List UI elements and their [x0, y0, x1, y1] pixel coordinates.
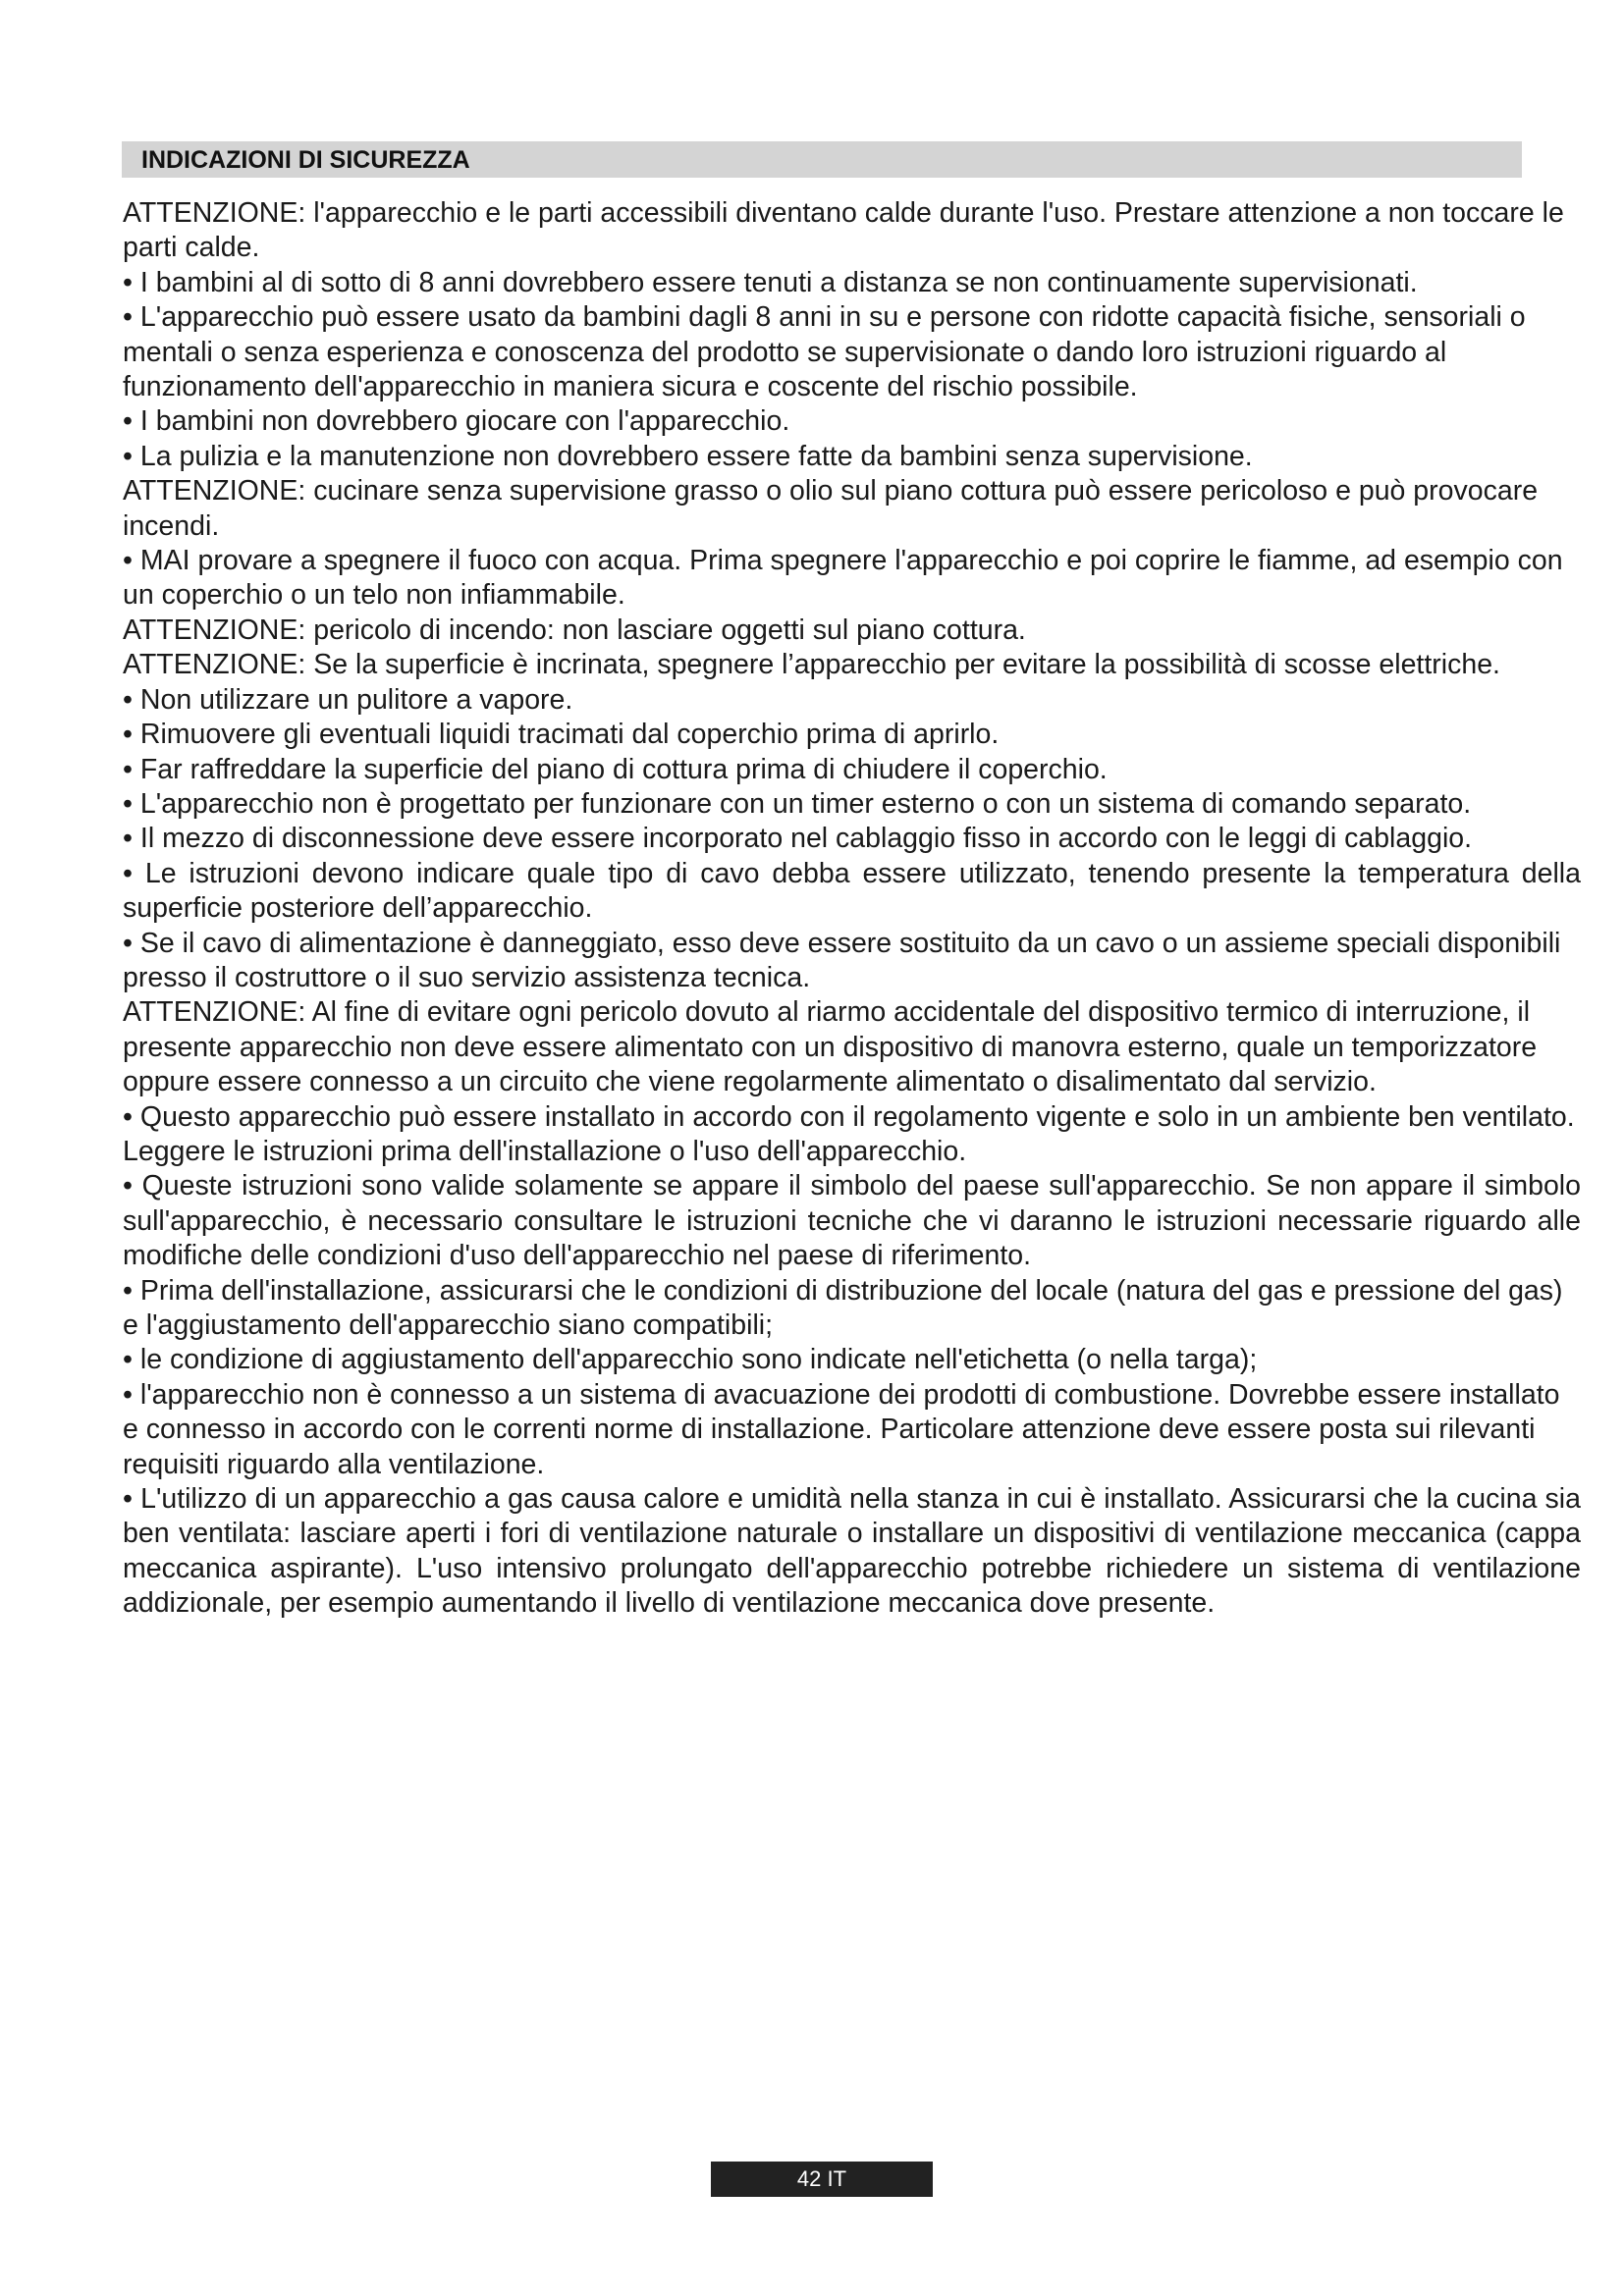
- bullet-adjustment-label: • le condizione di aggiustamento dell'apparecchio sono indicate nell'etichetta (o nella targa);: [123, 1344, 1258, 1376]
- bullet-country-symbol: • Queste istruzioni sono valide solamente se appare il simbolo del paese sull'apparecchio. Se non appare il simbolo sull'apparecchio, è necessario consultare le istruzioni tecniche che vi daranno le istruzioni necessarie riguardo alle modifiche delle condizioni d'uso dell'apparecchio nel paese di riferimento.: [123, 1170, 1581, 1272]
- bullet-cleaning: • La pulizia e la manutenzione non dovrebbero essere fatte da bambini senza supervisione.: [123, 440, 1253, 472]
- bullet-installation-regulation: • Questo apparecchio può essere installato in accordo con il regolamento vigente e solo in un ambiente ben ventilato. Leggere le istruzioni prima dell'installazione o l'uso dell'apparecchio.: [123, 1100, 1575, 1167]
- bullet-cool-surface: • Far raffreddare la superficie del piano di cottura prima di chiudere il coperchio.: [123, 753, 1108, 785]
- bullet-cable-type: • Le istruzioni devono indicare quale tipo di cavo debba essere utilizzato, tenendo presente la temperatura della superficie posteriore dell’apparecchio.: [123, 857, 1581, 925]
- warning-hot-parts: ATTENZIONE: l'apparecchio e le parti accessibili diventano calde durante l'uso. Prestare attenzione a non toccare le parti calde.: [123, 197, 1564, 264]
- bullet-disconnection: • Il mezzo di disconnessione deve essere incorporato nel cablaggio fisso in accordo con le leggi di cablaggio.: [123, 823, 1473, 855]
- warning-fat-oil: ATTENZIONE: cucinare senza supervisione grasso o olio sul piano cottura può essere pericoloso e può provocare incendi.: [123, 475, 1539, 542]
- bullet-combustion-evacuation: • l'apparecchio non è connesso a un sistema di avacuazione dei prodotti di combustione. Dovrebbe essere installato e connesso in accordo con le correnti norme di installazione. Particolare attenzione deve essere posta sui rilevanti requisiti riguardo alla ventilazione.: [123, 1378, 1560, 1480]
- section-title: INDICAZIONI DI SICUREZZA: [122, 141, 1522, 178]
- bullet-gas-conditions: • Prima dell'installazione, assicurarsi che le condizioni di distribuzione del locale (natura del gas e pressione del gas) e l'aggiustamento dell'apparecchio siano compatibili;: [123, 1274, 1563, 1341]
- bullet-no-external-timer: • L'apparecchio non è progettato per funzionare con un timer esterno o con un sistema di comando separato.: [123, 787, 1472, 820]
- bullet-children-play: • I bambini non dovrebbero giocare con l'apparecchio.: [123, 405, 790, 438]
- warning-thermal-cutout: ATTENZIONE: Al fine di evitare ogni pericolo dovuto al riarmo accidentale del dispositivo termico di interruzione, il presente apparecchio non deve essere alimentato con un dispositivo di manovra esterno, quale un temporizzatore oppure essere connesso a un circuito che viene regolarmente alimentato o disalimentato dal servizio.: [123, 996, 1538, 1098]
- bullet-remove-spills: • Rimuovere gli eventuali liquidi tracimati dal coperchio prima di aprirlo.: [123, 719, 1000, 751]
- bullet-children-supervision: • L'apparecchio può essere usato da bambini dagli 8 anni in su e persone con ridotte capacità fisiche, sensoriali o mentali o senza esperienza e conoscenza del prodotto se supervisionate o dando loro istruzioni riguardo al funzionamento dell'apparecchio in maniera sicura e coscente del rischio possibile.: [123, 301, 1526, 403]
- warning-fire-objects: ATTENZIONE: pericolo di incendo: non lasciare oggetti sul piano cottura.: [123, 614, 1026, 646]
- bullet-ventilation: • L'utilizzo di un apparecchio a gas causa calore e umidità nella stanza in cui è installato. Assicurarsi che la cucina sia ben ventilata: lasciare aperti i fori di ventilazione naturale o installare un dispositivi di ventilazione meccanica (cappa meccanica aspirante). L'uso intensivo prolungato dell'apparecchio potrebbe richiedere un sistema di ventilazione addizionale, per esempio aumentando il livello di ventilazione meccanica dove presente.: [123, 1483, 1581, 1620]
- warning-cracked-surface: ATTENZIONE: Se la superficie è incrinata, spegnere l’apparecchio per evitare la possibilità di scosse elettriche.: [123, 649, 1500, 681]
- safety-instructions-body: [123, 196, 1581, 1622]
- bullet-damaged-cable: • Se il cavo di alimentazione è danneggiato, esso deve essere sostituito da un cavo o un assieme speciali disponibili presso il costruttore o il suo servizio assistenza tecnica.: [123, 927, 1561, 993]
- bullet-children-under-8: • I bambini al di sotto di 8 anni dovrebbero essere tenuti a distanza se non continuamente supervisionati.: [123, 266, 1418, 298]
- page-number: 42 IT: [711, 2162, 933, 2197]
- bullet-no-water: • MAI provare a spegnere il fuoco con acqua. Prima spegnere l'apparecchio e poi coprire le fiamme, ad esempio con un coperchio o un telo non infiammabile.: [123, 545, 1563, 612]
- bullet-no-steam-cleaner: • Non utilizzare un pulitore a vapore.: [123, 683, 573, 716]
